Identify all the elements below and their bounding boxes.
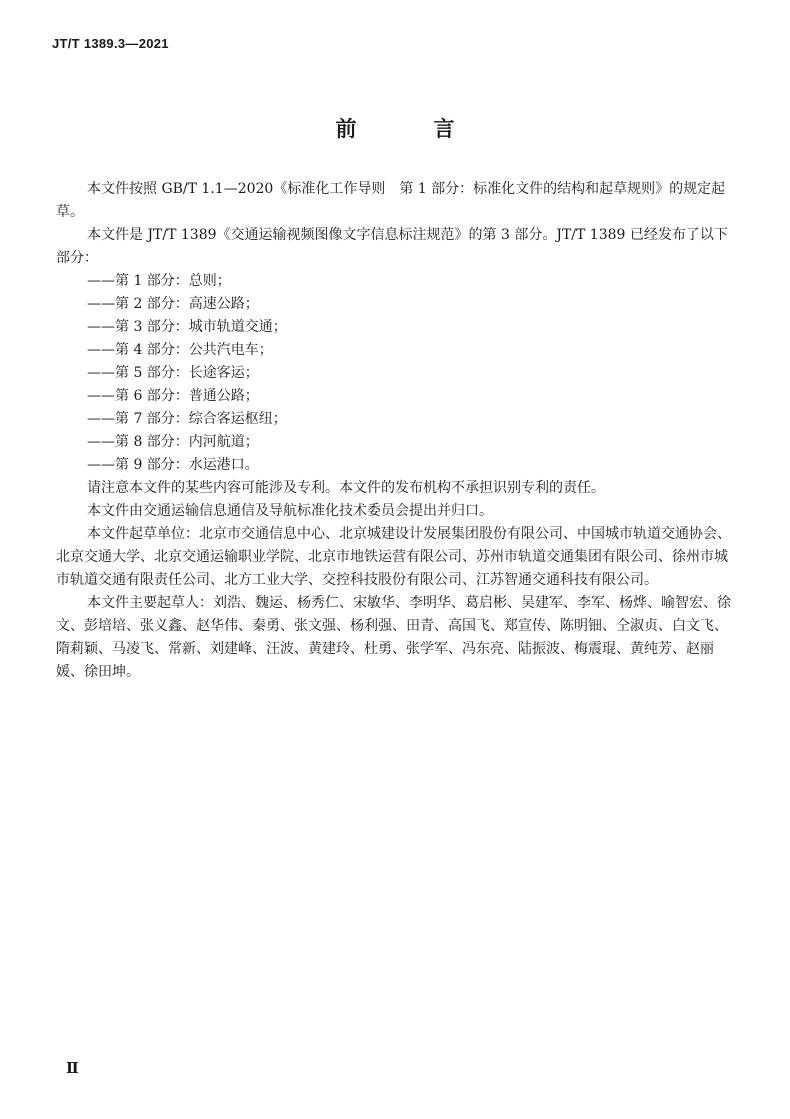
list-item: ——第 1 部分：总则； bbox=[87, 273, 231, 289]
paragraph-proposer: 本文件由交通运输信息通信及导航标准化技术委员会提出并归口。 bbox=[87, 503, 493, 519]
document-code: JT/T 1389.3—2021 bbox=[52, 36, 169, 51]
paragraph-drafting-units: 本文件起草单位：北京市交通信息中心、北京城建设计发展集团股份有限公司、中国城市轨道交通协会、北京交通大学、北京交通运输职业学院、北京市地铁运营有限公司、苏州市轨道交通集团有限公司、徐州市城市轨道交通有限责任公司、北方工业大学、交控科技股份有限公司、江苏智通交通科技有限公司。 bbox=[56, 526, 731, 588]
list-item: ——第 9 部分：水运港口。 bbox=[87, 457, 259, 473]
list-item: ——第 7 部分：综合客运枢纽； bbox=[87, 411, 287, 427]
page-title: 前 言 bbox=[335, 117, 483, 141]
page-number: Ⅱ bbox=[66, 1059, 79, 1077]
list-item: ——第 8 部分：内河航道； bbox=[87, 434, 259, 450]
paragraph-patent-notice: 请注意本文件的某些内容可能涉及专利。本文件的发布机构不承担识别专利的责任。 bbox=[87, 480, 605, 496]
paragraph-drafting-rules: 本文件按照 GB/T 1.1—2020《标准化工作导则 第 1 部分：标准化文件的结构和起草规则》的规定起草。 bbox=[56, 181, 726, 220]
document-body bbox=[56, 178, 732, 684]
list-item: ——第 4 部分：公共汽电车； bbox=[87, 342, 273, 358]
list-item: ——第 6 部分：普通公路； bbox=[87, 388, 259, 404]
list-item: ——第 5 部分：长途客运； bbox=[87, 365, 259, 381]
list-item: ——第 2 部分：高速公路； bbox=[87, 296, 259, 312]
paragraph-series-intro: 本文件是 JT/T 1389《交通运输视频图像文字信息标注规范》的第 3 部分。JT/T 1389 已经发布了以下部分： bbox=[56, 227, 728, 266]
list-item: ——第 3 部分：城市轨道交通； bbox=[87, 319, 287, 335]
paragraph-drafters: 本文件主要起草人：刘浩、魏运、杨秀仁、宋敏华、李明华、葛启彬、吴建军、李军、杨烨、喻智宏、徐文、彭培培、张义鑫、赵华伟、秦勇、张文强、杨利强、田青、高国飞、郑宣传、陈明钿、仝淑贞、白文飞、隋莉颖、马凌飞、常新、刘建峰、汪波、黄建玲、杜勇、张学军、冯东亮、陆振波、梅震琨、黄纯芳、赵丽媛、徐田坤。 bbox=[56, 595, 731, 680]
parts-list bbox=[87, 270, 732, 477]
